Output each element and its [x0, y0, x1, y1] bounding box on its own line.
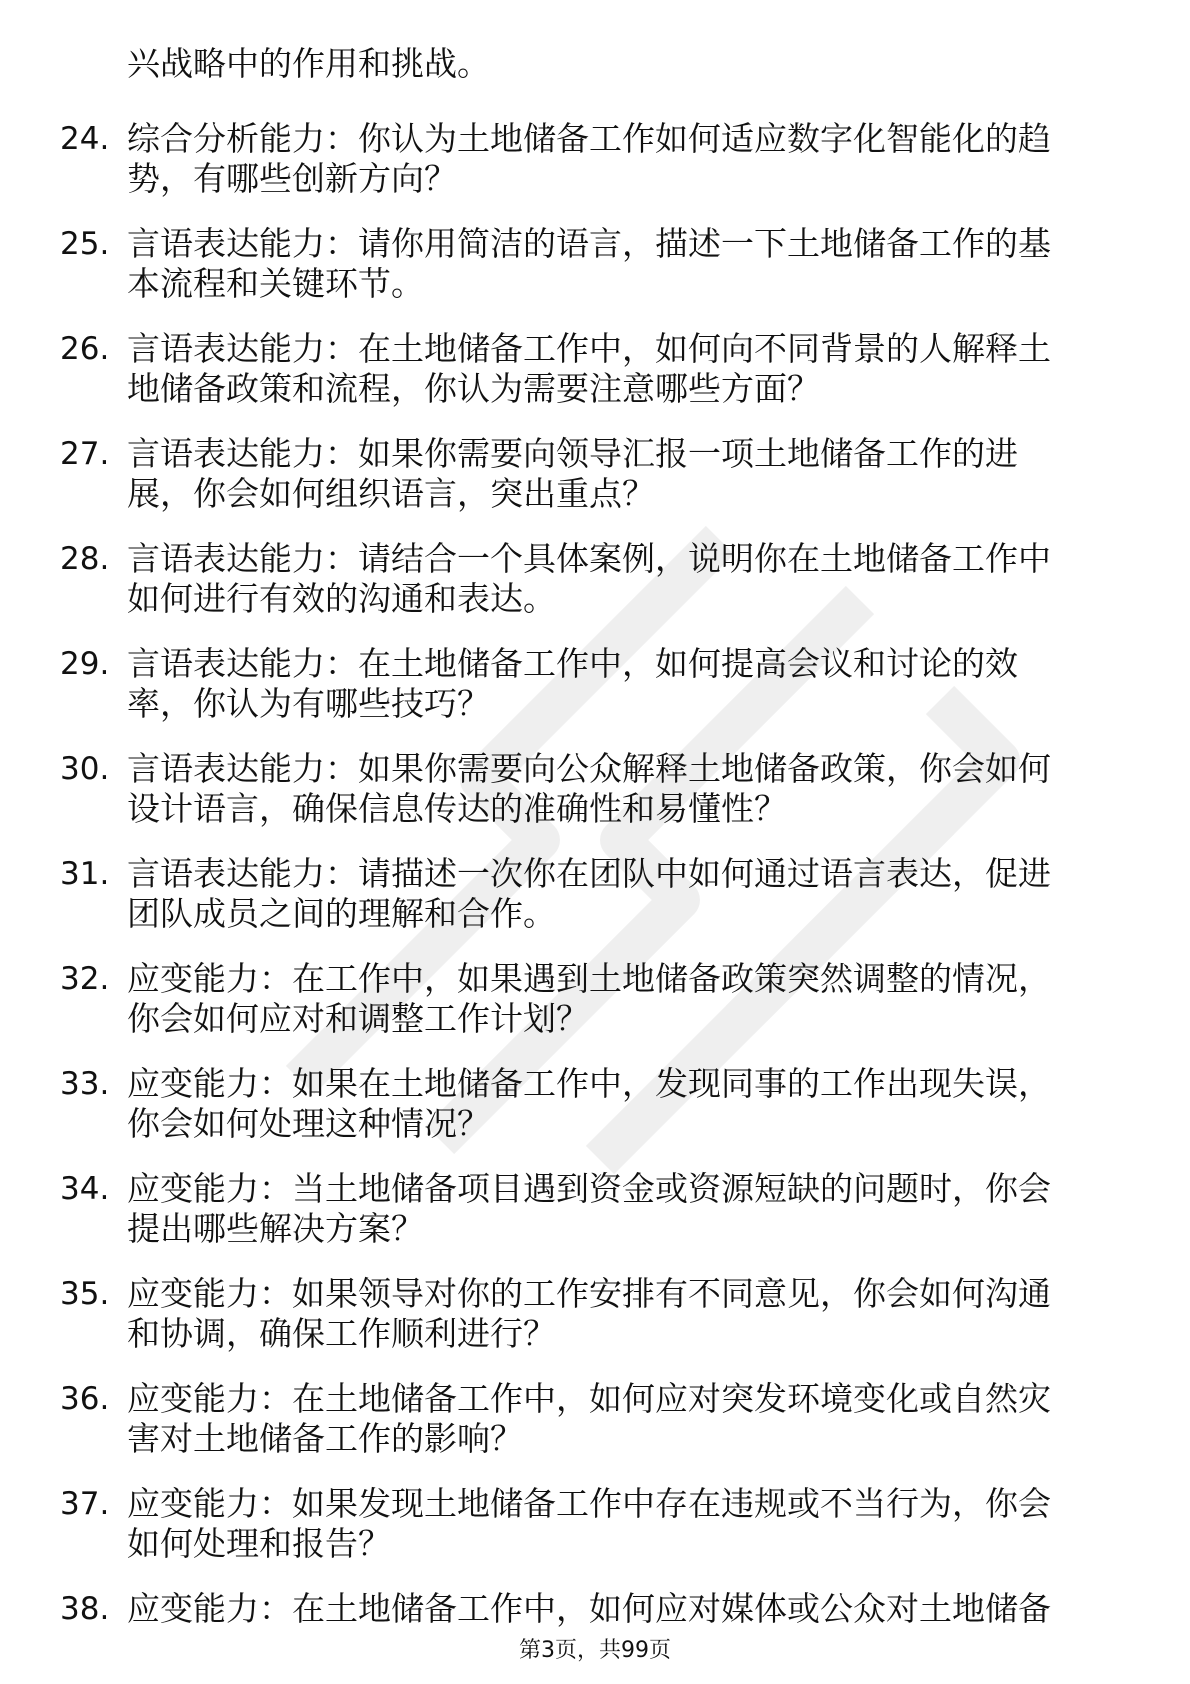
item-text-line: 你会如何应对和调整工作计划？ [127, 999, 589, 1038]
item-text-line: 势，有哪些创新方向？ [127, 159, 457, 198]
list-item [60, 854, 1120, 934]
item-number: 36. [60, 1381, 110, 1417]
item-text [127, 1589, 1120, 1629]
item-text-line: 地储备政策和流程，你认为需要注意哪些方面？ [127, 369, 820, 408]
item-text [127, 1484, 1120, 1564]
page-footer: 第3页，共99页 [519, 1638, 671, 1663]
item-number: 38. [60, 1591, 110, 1627]
list-item [60, 119, 1120, 199]
item-text [127, 749, 1120, 829]
item-number: 35. [60, 1276, 110, 1312]
question-list [60, 44, 1120, 1654]
list-item [60, 434, 1120, 514]
item-text-line: 你会如何处理这种情况？ [127, 1104, 490, 1143]
item-text-line: 提出哪些解决方案？ [127, 1209, 424, 1248]
item-text [127, 224, 1120, 304]
item-text-line: 害对土地储备工作的影响？ [127, 1419, 523, 1458]
item-number: 33. [60, 1066, 110, 1102]
item-text-line: 言语表达能力：在土地储备工作中，如何提高会议和讨论的效 [127, 644, 1018, 683]
list-item [60, 749, 1120, 829]
item-text-line: 言语表达能力：请你用简洁的语言，描述一下土地储备工作的基 [127, 224, 1051, 263]
item-number: 26. [60, 331, 110, 367]
item-number: 34. [60, 1171, 110, 1207]
list-item [60, 959, 1120, 1039]
item-text [127, 434, 1120, 514]
item-text [127, 1169, 1120, 1249]
item-number: 31. [60, 856, 110, 892]
item-number: 29. [60, 646, 110, 682]
item-number: 28. [60, 541, 110, 577]
list-item [60, 1169, 1120, 1249]
item-text [127, 959, 1120, 1039]
item-text-line: 和协调，确保工作顺利进行？ [127, 1314, 556, 1353]
list-item [60, 1274, 1120, 1354]
list-item [60, 1379, 1120, 1459]
item-text-line: 如何进行有效的沟通和表达。 [127, 579, 556, 618]
item-text [127, 119, 1120, 199]
item-text-line: 展，你会如何组织语言，突出重点？ [127, 474, 655, 513]
item-text [127, 329, 1120, 409]
item-text-line: 本流程和关键环节。 [127, 264, 424, 303]
item-text-line: 言语表达能力：请描述一次你在团队中如何通过语言表达，促进 [127, 854, 1051, 893]
item-text [127, 1064, 1120, 1144]
list-item [60, 224, 1120, 304]
item-text-line: 应变能力：如果在土地储备工作中，发现同事的工作出现失误， [127, 1064, 1051, 1103]
item-text [127, 1274, 1120, 1354]
list-item [60, 539, 1120, 619]
list-item [60, 329, 1120, 409]
item-number: 27. [60, 436, 110, 472]
item-text-line: 综合分析能力：你认为土地储备工作如何适应数字化智能化的趋 [127, 119, 1051, 158]
item-text-line: 应变能力：在工作中，如果遇到土地储备政策突然调整的情况， [127, 959, 1051, 998]
item-text [127, 539, 1120, 619]
continuation-line: 兴战略中的作用和挑战。 [127, 44, 490, 83]
list-item [60, 1484, 1120, 1564]
item-number: 37. [60, 1486, 110, 1522]
item-text-line: 言语表达能力：如果你需要向公众解释土地储备政策，你会如何 [127, 749, 1051, 788]
item-number: 32. [60, 961, 110, 997]
item-text-line: 设计语言，确保信息传达的准确性和易懂性？ [127, 789, 787, 828]
item-number: 24. [60, 121, 110, 157]
list-item [60, 1064, 1120, 1144]
item-text-line: 言语表达能力：在土地储备工作中，如何向不同背景的人解释土 [127, 329, 1051, 368]
item-text-line: 率，你认为有哪些技巧？ [127, 684, 490, 723]
item-number: 30. [60, 751, 110, 787]
item-text-line: 应变能力：如果发现土地储备工作中存在违规或不当行为，你会 [127, 1484, 1051, 1523]
item-text-line: 应变能力：在土地储备工作中，如何应对突发环境变化或自然灾 [127, 1379, 1051, 1418]
list-item [60, 1589, 1120, 1629]
item-text-line: 言语表达能力：如果你需要向领导汇报一项土地储备工作的进 [127, 434, 1018, 473]
item-text-line: 团队成员之间的理解和合作。 [127, 894, 556, 933]
item-text [127, 1379, 1120, 1459]
item-text-line: 言语表达能力：请结合一个具体案例，说明你在土地储备工作中 [127, 539, 1051, 578]
item-text-line: 应变能力：在土地储备工作中，如何应对媒体或公众对土地储备 [127, 1589, 1051, 1628]
list-item [60, 644, 1120, 724]
item-text [127, 644, 1120, 724]
item-text-line: 如何处理和报告？ [127, 1524, 391, 1563]
item-number: 25. [60, 226, 110, 262]
item-text-line: 应变能力：如果领导对你的工作安排有不同意见，你会如何沟通 [127, 1274, 1051, 1313]
item-text [127, 854, 1120, 934]
item-text-line: 应变能力：当土地储备项目遇到资金或资源短缺的问题时，你会 [127, 1169, 1051, 1208]
